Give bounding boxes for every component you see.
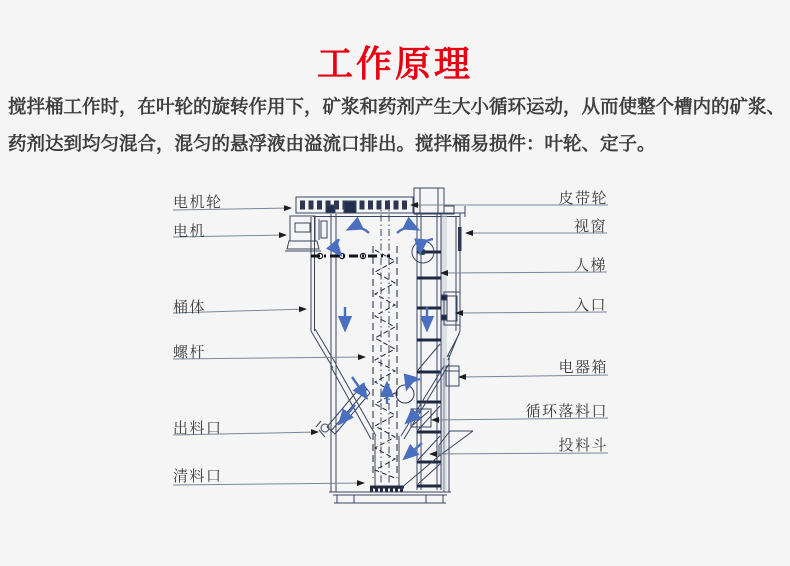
description-line-1: 搅拌桶工作时，在叶轮的旋转作用下，矿浆和药剂产生大小循环运动，从而使整个槽内的矿浆、 [8, 96, 786, 117]
part-label-discharge-port: 出料口 [173, 420, 223, 437]
part-label-inlet: 入口 [573, 297, 607, 314]
part-label-sight-window: 视窗 [573, 218, 607, 235]
screw-shaft [373, 200, 397, 488]
machine-structure [285, 188, 473, 503]
motor [285, 216, 327, 251]
part-label-ladder: 人梯 [573, 257, 607, 274]
part-label-cleaning-port: 清料口 [173, 468, 223, 485]
part-label-circulation-drop: 循环落料口 [525, 403, 608, 420]
part-label-feed-hopper: 投料斗 [558, 437, 608, 454]
part-label-electric-box: 电器箱 [558, 359, 608, 376]
leader-lines [173, 205, 608, 485]
description-line-2: 药剂达到均匀混合，混匀的悬浮液由溢流口排出。搅拌桶易损件：叶轮、定子。 [8, 133, 656, 154]
page-title: 工作原理 [316, 43, 473, 84]
base-frame [329, 492, 451, 503]
impeller-line [311, 253, 390, 258]
part-label-barrel-body: 桶体 [173, 299, 207, 316]
part-label-screw-rod: 螺杆 [173, 344, 207, 361]
part-label-belt-pulley: 皮带轮 [558, 190, 608, 207]
part-label-motor: 电机 [173, 223, 207, 240]
part-label-motor-wheel: 电机轮 [173, 194, 223, 211]
